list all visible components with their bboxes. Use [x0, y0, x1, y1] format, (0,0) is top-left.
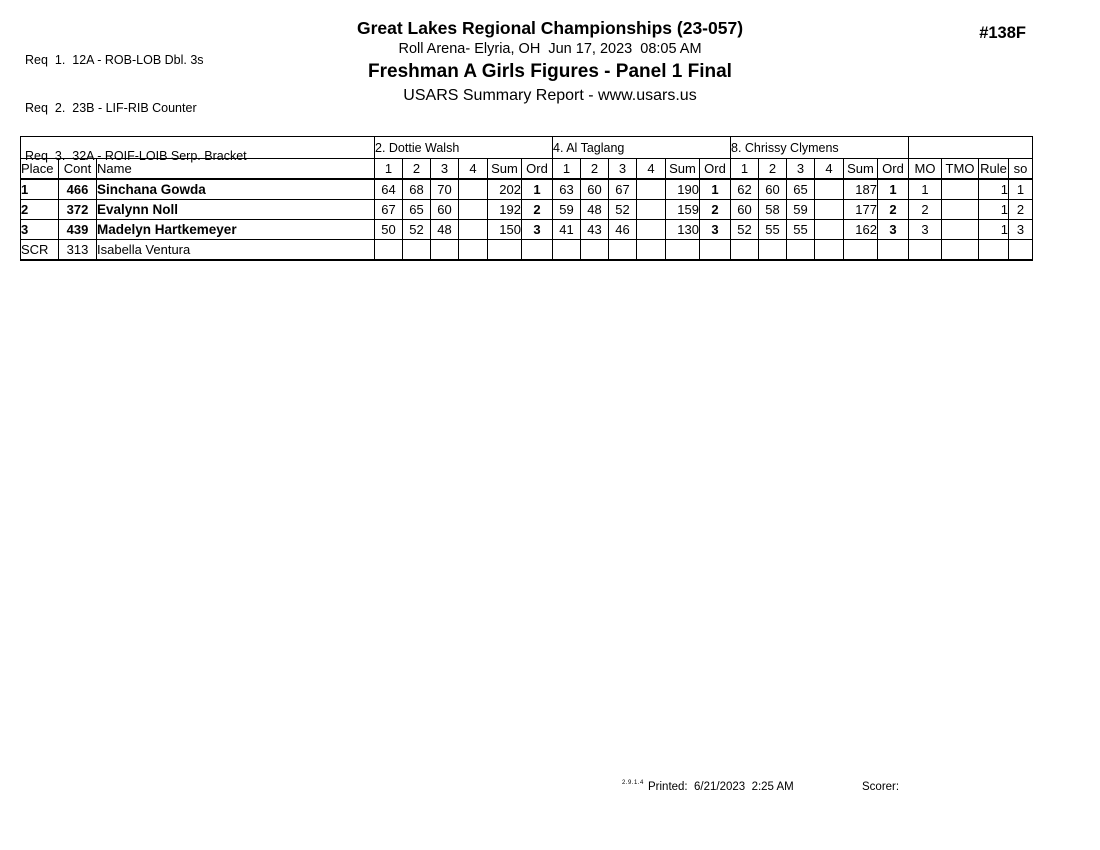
cell-sum: 159	[666, 200, 700, 220]
cell-score: 52	[403, 220, 431, 240]
cell-score	[787, 240, 815, 261]
cell-score	[459, 240, 488, 261]
col-header-score: 4	[459, 159, 488, 180]
col-header-score: 4	[815, 159, 844, 180]
cell-sum: 192	[488, 200, 522, 220]
cell-score	[581, 240, 609, 261]
cell-score: 50	[375, 220, 403, 240]
col-header-sum: Sum	[666, 159, 700, 180]
cell-sum	[844, 240, 878, 261]
judge-name-header: 8. Chrissy Clymens	[731, 137, 909, 159]
report-version: 2.9.1.4	[622, 780, 644, 786]
cell-ord: 1	[522, 179, 553, 200]
cell-place: 3	[21, 220, 59, 240]
col-header-sum: Sum	[844, 159, 878, 180]
event-title: Freshman A Girls Figures - Panel 1 Final	[368, 61, 732, 82]
cell-score: 70	[431, 179, 459, 200]
cell-ord: 2	[700, 200, 731, 220]
cell-name: Madelyn Hartkemeyer	[97, 220, 375, 240]
cell-score	[815, 179, 844, 200]
cell-so: 3	[1009, 220, 1033, 240]
spacer-cell	[909, 137, 1033, 159]
cell-sum: 177	[844, 200, 878, 220]
cell-score	[431, 240, 459, 261]
cell-ord: 3	[700, 220, 731, 240]
table-row	[21, 220, 1033, 240]
cell-mo: 1	[909, 179, 942, 200]
cell-sum: 202	[488, 179, 522, 200]
cell-rule: 1	[979, 220, 1009, 240]
cell-score: 48	[431, 220, 459, 240]
cell-score	[375, 240, 403, 261]
cell-sum: 150	[488, 220, 522, 240]
col-header-ord: Ord	[700, 159, 731, 180]
cell-score	[759, 240, 787, 261]
cell-ord	[522, 240, 553, 261]
cell-score: 63	[553, 179, 581, 200]
cell-score	[403, 240, 431, 261]
results-table	[20, 136, 1033, 261]
cell-so	[1009, 240, 1033, 261]
cell-rule	[979, 240, 1009, 261]
cell-sum	[488, 240, 522, 261]
cell-score: 46	[609, 220, 637, 240]
table-row	[21, 200, 1033, 220]
cell-name: Evalynn Noll	[97, 200, 375, 220]
cell-score: 52	[731, 220, 759, 240]
cell-cont: 313	[59, 240, 97, 261]
spacer-cell	[21, 137, 375, 159]
col-header-score: 3	[787, 159, 815, 180]
col-header-cont: Cont	[59, 159, 97, 180]
cell-tmo	[942, 220, 979, 240]
cell-score: 59	[787, 200, 815, 220]
col-header-score: 2	[759, 159, 787, 180]
report-type-line: USARS Summary Report - www.usars.us	[403, 87, 697, 104]
col-header-score: 2	[581, 159, 609, 180]
report-header	[0, 18, 1100, 107]
col-header-rule: Rule	[979, 159, 1009, 180]
cell-place: SCR	[21, 240, 59, 261]
cell-score	[459, 179, 488, 200]
cell-rule: 1	[979, 200, 1009, 220]
cell-tmo	[942, 240, 979, 261]
col-header-sum: Sum	[488, 159, 522, 180]
venue-date-line: Roll Arena- Elyria, OH Jun 17, 2023 08:05 AM	[398, 41, 702, 57]
table-row	[21, 240, 1033, 261]
cell-cont: 372	[59, 200, 97, 220]
requirement-line: Req 2. 23B - LIF-RIB Counter	[25, 101, 197, 115]
cell-score: 43	[581, 220, 609, 240]
cell-tmo	[942, 200, 979, 220]
cell-score: 48	[581, 200, 609, 220]
cell-score: 60	[759, 179, 787, 200]
cell-sum: 130	[666, 220, 700, 240]
cell-score: 62	[731, 179, 759, 200]
requirement-line: Req 3. 32A - ROIF-LOIB Serp. Bracket	[25, 149, 247, 163]
cell-score: 60	[581, 179, 609, 200]
col-header-score: 3	[609, 159, 637, 180]
cell-so: 2	[1009, 200, 1033, 220]
cell-score	[815, 220, 844, 240]
col-header-tmo: TMO	[942, 159, 979, 180]
judge-header-row	[21, 137, 1033, 159]
col-header-so: so	[1009, 159, 1033, 180]
cell-ord: 1	[700, 179, 731, 200]
cell-mo: 3	[909, 220, 942, 240]
cell-score: 64	[375, 179, 403, 200]
competition-title: Great Lakes Regional Championships (23-057)	[356, 18, 744, 38]
col-header-score: 1	[375, 159, 403, 180]
col-header-score: 1	[553, 159, 581, 180]
col-header-score: 2	[403, 159, 431, 180]
cell-score	[637, 240, 666, 261]
requirement-line: Req 1. 12A - ROB-LOB Dbl. 3s	[25, 53, 204, 67]
cell-tmo	[942, 179, 979, 200]
cell-ord: 1	[878, 179, 909, 200]
col-header-score: 3	[431, 159, 459, 180]
col-header-name: Name	[97, 159, 375, 180]
scorer-label: Scorer:	[862, 781, 900, 793]
col-header-score: 4	[637, 159, 666, 180]
cell-place: 2	[21, 200, 59, 220]
cell-score	[637, 220, 666, 240]
event-number: #138F	[979, 24, 1026, 42]
cell-ord: 3	[522, 220, 553, 240]
cell-score: 60	[731, 200, 759, 220]
cell-cont: 466	[59, 179, 97, 200]
cell-ord	[878, 240, 909, 261]
cell-score	[815, 240, 844, 261]
cell-name: Isabella Ventura	[97, 240, 375, 261]
cell-ord: 2	[522, 200, 553, 220]
col-header-place: Place	[21, 159, 59, 180]
cell-score: 67	[609, 179, 637, 200]
cell-mo: 2	[909, 200, 942, 220]
cell-sum: 190	[666, 179, 700, 200]
cell-score: 67	[375, 200, 403, 220]
judge-name-header: 2. Dottie Walsh	[375, 137, 553, 159]
cell-score	[637, 200, 666, 220]
cell-cont: 439	[59, 220, 97, 240]
cell-mo	[909, 240, 942, 261]
printed-timestamp: Printed: 6/21/2023 2:25 AM	[648, 781, 794, 793]
cell-score: 52	[609, 200, 637, 220]
col-header-ord: Ord	[878, 159, 909, 180]
cell-score: 55	[759, 220, 787, 240]
cell-sum: 162	[844, 220, 878, 240]
judge-name-header: 4. Al Taglang	[553, 137, 731, 159]
cell-score	[731, 240, 759, 261]
cell-score	[637, 179, 666, 200]
cell-score: 65	[403, 200, 431, 220]
cell-score: 41	[553, 220, 581, 240]
table-row	[21, 179, 1033, 200]
cell-score: 68	[403, 179, 431, 200]
cell-ord: 2	[878, 200, 909, 220]
cell-sum: 187	[844, 179, 878, 200]
cell-score: 58	[759, 200, 787, 220]
col-header-ord: Ord	[522, 159, 553, 180]
col-header-score: 1	[731, 159, 759, 180]
cell-place: 1	[21, 179, 59, 200]
column-header-row	[21, 159, 1033, 180]
cell-score	[459, 220, 488, 240]
cell-score: 55	[787, 220, 815, 240]
cell-so: 1	[1009, 179, 1033, 200]
cell-rule: 1	[979, 179, 1009, 200]
cell-score	[609, 240, 637, 261]
cell-score: 60	[431, 200, 459, 220]
col-header-mo: MO	[909, 159, 942, 180]
cell-sum	[666, 240, 700, 261]
results-table-container	[20, 136, 1033, 261]
cell-score: 65	[787, 179, 815, 200]
cell-score	[459, 200, 488, 220]
cell-ord: 3	[878, 220, 909, 240]
cell-score	[553, 240, 581, 261]
cell-name: Sinchana Gowda	[97, 179, 375, 200]
cell-score: 59	[553, 200, 581, 220]
cell-score	[815, 200, 844, 220]
cell-ord	[700, 240, 731, 261]
